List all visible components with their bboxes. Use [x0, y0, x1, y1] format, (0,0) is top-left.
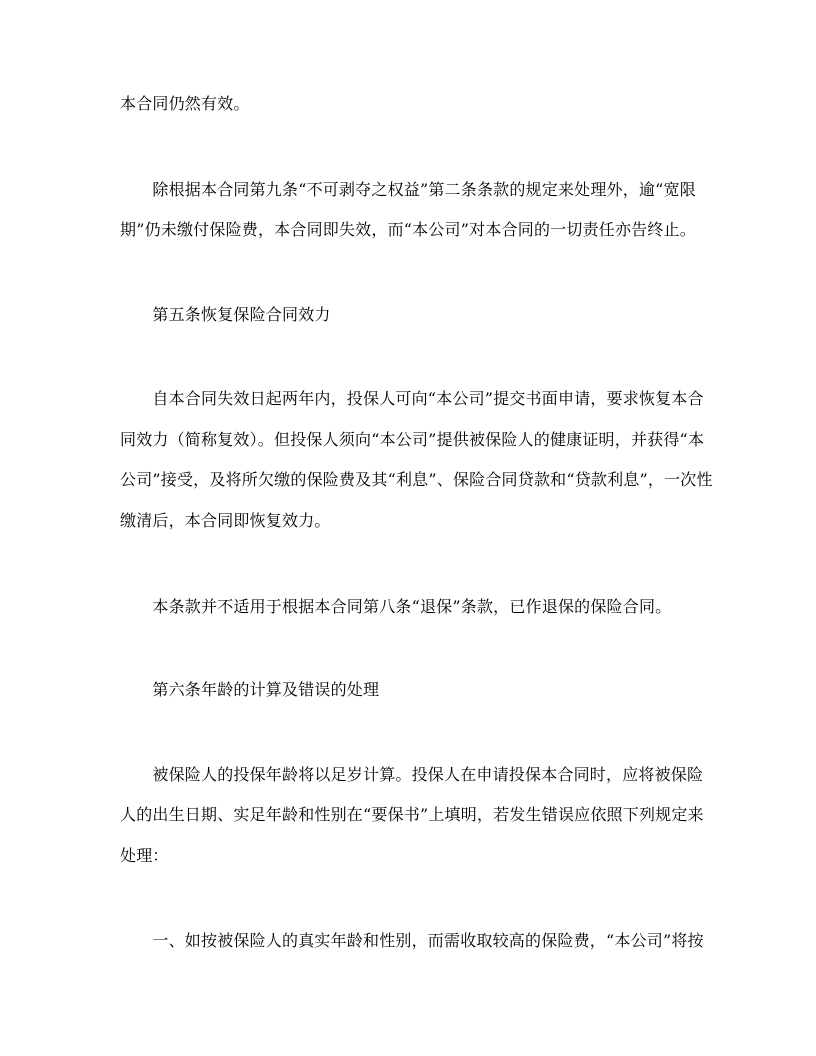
section-heading: 第五条恢复保险合同效力 [120, 305, 331, 324]
text-line: 自本合同失效日起两年内，投保人可向“本公司”提交书面申请，要求恢复本合 [120, 389, 704, 408]
section-heading: 第六条年龄的计算及错误的处理 [120, 680, 380, 699]
text-line: 人的出生日期、实足年龄和性别在“要保书”上填明，若发生错误应依照下列规定来 [120, 805, 704, 824]
text-line: 同效力（简称复效）。但投保人须向“本公司”提供被保险人的健康证明，并获得“本 [120, 430, 705, 449]
text-line: 除根据本合同第九条“不可剥夺之权益”第二条条款的规定来处理外，逾“宽限 [120, 180, 696, 199]
text-line: 本合同仍然有效。 [120, 94, 250, 113]
text-line: 期”仍未缴付保险费，本合同即失效，而“本公司”对本合同的一切责任亦告终止。 [120, 220, 696, 239]
text-line: 处理： [120, 846, 169, 865]
text-line: 缴清后，本合同即恢复效力。 [120, 511, 331, 530]
text-line: 公司”接受，及将所欠缴的保险费及其“利息”、保险合同贷款和“贷款利息”，一次性 [120, 470, 713, 489]
text-line: 本条款并不适用于根据本合同第八条“退保”条款，已作退保的保险合同。 [120, 597, 672, 616]
text-line: 被保险人的投保年龄将以足岁计算。投保人在申请投保本合同时，应将被保险 [120, 765, 704, 784]
text-line: 一、如按被保险人的真实年龄和性别，而需收取较高的保险费，“本公司”将按 [120, 931, 704, 950]
